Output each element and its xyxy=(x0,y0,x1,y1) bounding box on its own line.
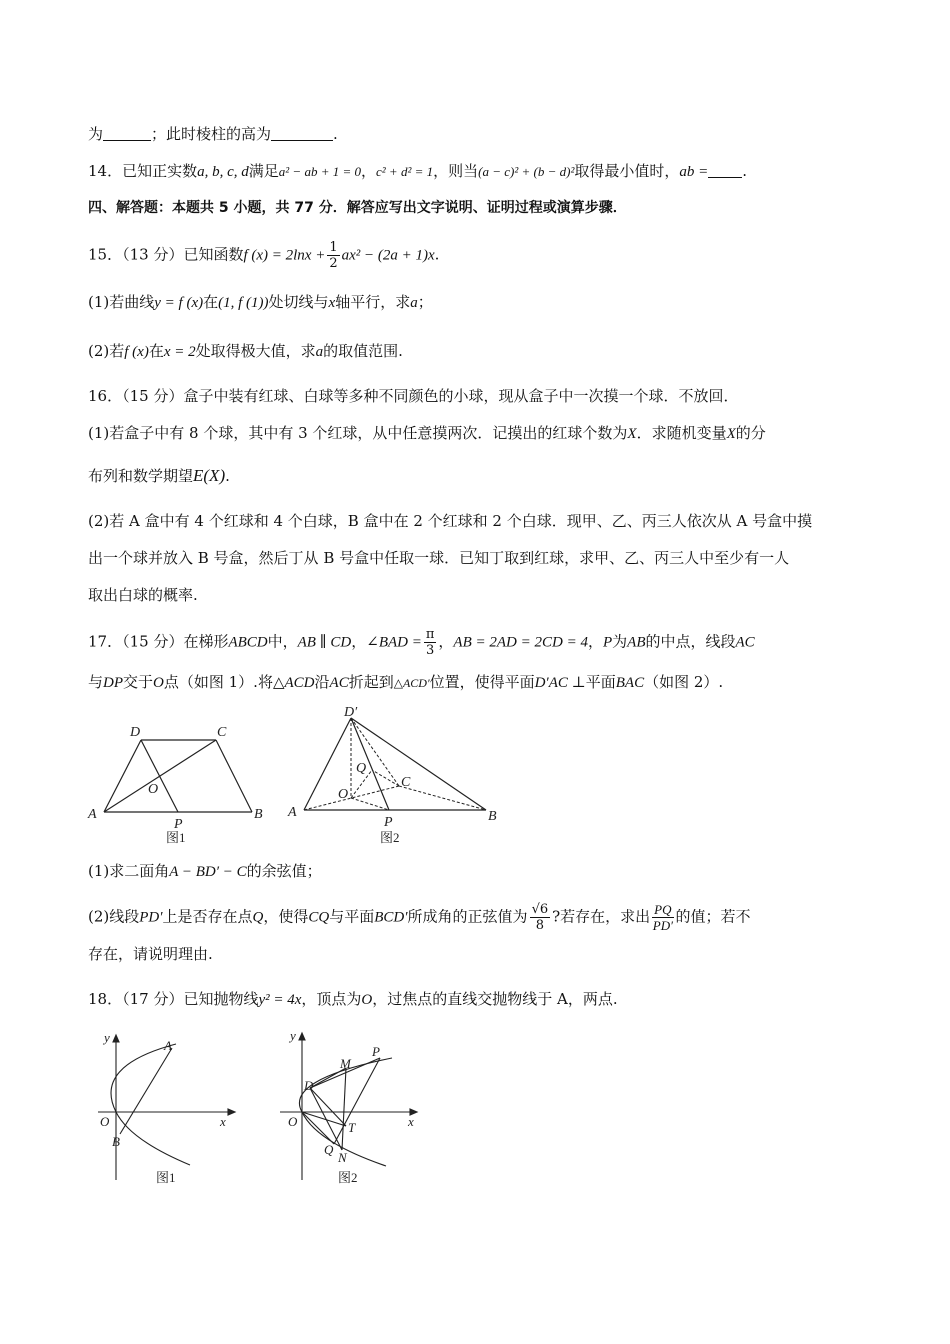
q16-part2-line3: 取出白球的概率. xyxy=(88,586,198,604)
figure-caption: 图1 xyxy=(156,1170,176,1185)
edge-CB xyxy=(216,740,252,812)
q16-part1: (1)若盒子中有 8 个球，其中有 3 个红球，从中任意摸两次．记摸出的红球个数为X．求随机变量X的分 xyxy=(88,424,766,442)
q17-figure-2 xyxy=(284,700,514,850)
q14-line: 14．已知正实数a, b, c, d满足a² − ab + 1 = 0，c² + d² = 1，则当(a − c)² + (b − d)²取得最小值时，ab = . xyxy=(88,162,748,180)
q16-part1-cont: 布列和数学期望E(X). xyxy=(88,466,230,485)
label-O: O xyxy=(100,1114,110,1129)
q15-part1: (1)若曲线y = f (x)在(1, f (1))处切线与x轴平行，求a； xyxy=(88,293,433,311)
q17-stem-line2: 与DP交于O点（如图 1）.将△ACD沿AC折起到△ACD′位置，使得平面D′AC ⊥平面BAC（如图 2）. xyxy=(88,673,724,691)
q17-part1: (1)求二面角A − BD′ − C的余弦值； xyxy=(88,862,322,880)
label-O: O xyxy=(148,782,159,797)
line-DM xyxy=(310,1068,346,1088)
segment-DP xyxy=(141,740,178,812)
segment-OP xyxy=(351,798,389,810)
answer-blank xyxy=(271,126,333,141)
label-O: O xyxy=(288,1114,298,1129)
label-B: B xyxy=(254,807,263,822)
figure-caption: 图2 xyxy=(338,1170,358,1185)
chord-AB xyxy=(120,1048,172,1134)
label-D: D xyxy=(130,725,141,740)
answer-blank xyxy=(708,163,742,178)
line-MN xyxy=(342,1068,346,1150)
label-M: M xyxy=(340,1056,351,1071)
figure-caption: 图1 xyxy=(166,830,186,845)
q18-stem: 18．（17 分）已知抛物线y² = 4x，顶点为O，过焦点的直线交抛物线于 A，两点. xyxy=(88,990,618,1008)
y-axis-arrow xyxy=(299,1033,305,1040)
label-P: P xyxy=(372,1044,380,1059)
q16-part2-line1: (2)若 A 盒中有 4 个红球和 4 个白球，B 盒中在 2 个红球和 2 个白球．现甲、乙、丙三人依次从 A 号盒中摸 xyxy=(88,512,813,530)
line-DN xyxy=(310,1088,342,1150)
label-P: P xyxy=(384,815,393,830)
label-B: B xyxy=(488,809,497,824)
label-A: A xyxy=(164,1038,172,1053)
edge-DB xyxy=(351,718,486,810)
label-O: O xyxy=(338,787,349,802)
q16-stem: 16．（15 分）盒子中装有红球、白球等多种不同颜色的小球，现从盒子中一次摸一个球．不放回． xyxy=(88,387,739,405)
q16-part2-line2: 出一个球并放入 B 号盒，然后丁从 B 号盒中任取一球．已知丁取到红球，求甲、乙、丙三人中至少有一人 xyxy=(88,549,790,567)
fraction: $\frac{\pi}{3}$ xyxy=(425,627,435,658)
edge-CB xyxy=(399,786,486,810)
q13-tail-line: 为 ；此时棱柱的高为 . xyxy=(88,125,338,143)
label-Q: Q xyxy=(356,761,367,776)
label-N: N xyxy=(338,1150,347,1165)
q18-figure-1 xyxy=(90,1030,240,1190)
q15-part2: (2)若f (x)在x = 2处取得极大值，求a的取值范围. xyxy=(88,342,403,360)
fraction: $\frac{√6}{8}$ xyxy=(531,902,549,933)
fraction: $\frac{1}{2}$ xyxy=(329,240,338,271)
label-x: x xyxy=(408,1114,414,1129)
fraction: $\frac{PQ}{PD'}$ xyxy=(652,902,673,933)
label-C: C xyxy=(401,775,411,790)
q17-stem-line1: 17．（15 分）在梯形ABCD中，AB ∥ CD，∠BAD = $\frac{\pi}{3}$ ，AB = 2AD = 2CD = 4，P为AB的中点，线段AC xyxy=(88,627,755,658)
x-axis-arrow xyxy=(228,1109,235,1115)
label-D-prime: D′ xyxy=(344,705,358,720)
answer-blank xyxy=(103,126,151,141)
label-T: T xyxy=(348,1120,356,1135)
label-Q: Q xyxy=(324,1142,334,1157)
label-A: A xyxy=(88,807,97,822)
q18-figure-2 xyxy=(274,1030,434,1190)
label-D: D xyxy=(304,1078,314,1093)
parabola xyxy=(111,1044,190,1165)
label-A: A xyxy=(288,805,297,820)
section-heading: 四、解答题：本题共 5 小题，共 77 分．解答应写出文字说明、证明过程或演算步骤． xyxy=(88,200,627,216)
q17-figure-1 xyxy=(86,716,276,851)
q17-part2-cont: 存在，请说明理由. xyxy=(88,945,213,963)
y-axis-arrow xyxy=(113,1035,119,1042)
q17-part2: (2)线段PD′上是否存在点Q，使得CQ与平面BCD′所成角的正弦值为 $\frac{√6}{8}$ ?若存在，求出 $\frac{PQ}{PD'}$ 的值；若不 xyxy=(88,902,751,933)
label-y: y xyxy=(104,1030,110,1045)
edge-AD xyxy=(104,740,141,812)
label-P: P xyxy=(174,817,183,832)
label-C: C xyxy=(217,725,227,740)
label-B: B xyxy=(112,1134,120,1149)
q15-stem: 15．（13 分）已知函数f (x) = 2lnx + $\frac{1}{2}$ ax² − (2a + 1)x. xyxy=(88,240,440,271)
label-y: y xyxy=(290,1030,296,1043)
figure-caption: 图2 xyxy=(380,830,400,845)
label-x: x xyxy=(220,1114,226,1129)
